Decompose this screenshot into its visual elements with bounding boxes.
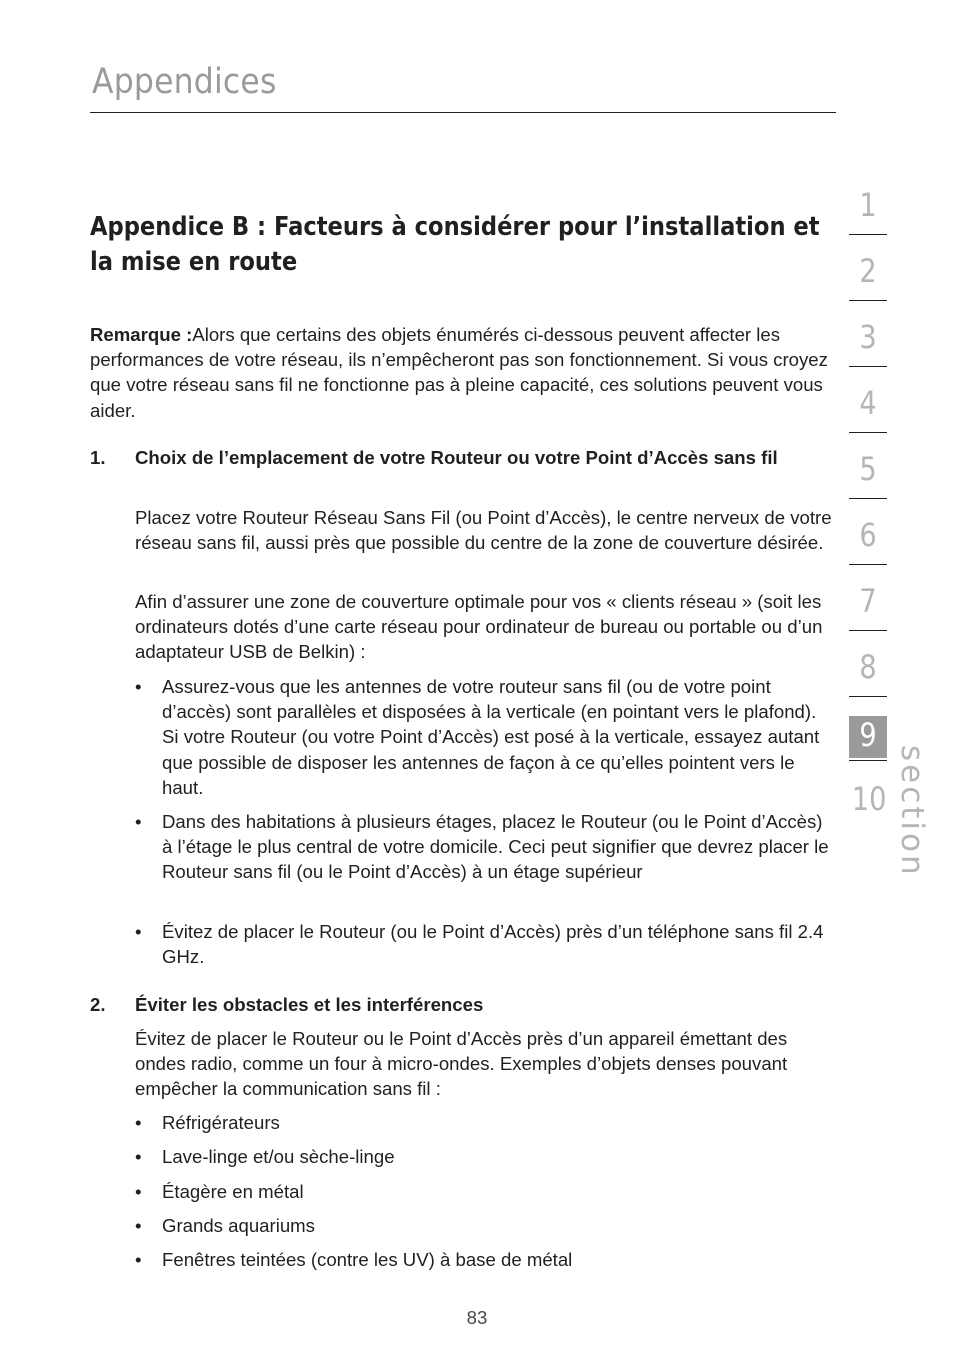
section-tab-7[interactable] <box>849 582 887 648</box>
tab-divider <box>849 498 887 499</box>
tab-divider <box>849 300 887 301</box>
section-tab-number: 1 <box>859 186 877 224</box>
tab-divider <box>849 432 887 433</box>
tab-divider <box>849 696 887 697</box>
bullet-glyph: • <box>135 811 142 832</box>
note-text: Alors que certains des objets énumérés ci-dessous peuvent affecter les performances de votre réseau, ils n’empêcheront pas son fonctionnement. Si vous croyez que votre réseau sans fil ne fonctionne pas à pleine capacité, ces solutions peuvent vous aider. <box>90 324 828 421</box>
bullet-text: Lave-linge et/ou sèche-linge <box>162 1146 395 1167</box>
bullet-glyph: • <box>135 921 142 942</box>
section-tab-2[interactable] <box>849 252 887 318</box>
bullet-glyph: • <box>135 1146 142 1167</box>
item-number: 1. <box>90 447 106 468</box>
tab-divider <box>849 234 887 235</box>
section-tab-number: 3 <box>859 318 877 356</box>
tab-divider <box>849 630 887 631</box>
bullet-text: Assurez-vous que les antennes de votre routeur sans fil (ou de votre point d’accès) sont parallèles et disposées à la verticale (en pointant vers le plafond). Si votre Routeur (ou votre Point d’Accès) est posé à la verticale, essayez autant que possible de disposer les antennes de façon à ce qu’elles pointent vers le haut. <box>162 676 820 798</box>
paragraph: Évitez de placer le Routeur ou le Point d’Accès près d’un appareil émettant des ondes radio, comme un four à micro-ondes. Exemples d’objets denses pouvant empêcher la communication sans fil : <box>135 1028 788 1100</box>
bullet-text: Dans des habitations à plusieurs étages, placez le Routeur (ou le Point d’Accès) à l’étage le plus central de votre domicile. Ceci peut signifier que devrez placer le Routeur sans fil (ou le Point d’Accès) à un étage supérieur <box>162 811 829 883</box>
section-tab-number: 4 <box>859 384 877 422</box>
bullet-glyph: • <box>135 1215 142 1236</box>
section-tab-number: 6 <box>859 516 877 554</box>
item-heading: Choix de l’emplacement de votre Routeur ou votre Point d’Accès sans fil <box>135 447 778 468</box>
section-tab-number: 5 <box>859 450 877 488</box>
bullet-text: Évitez de placer le Routeur (ou le Point d’Accès) près d’un téléphone sans fil 2.4 GHz. <box>162 921 824 968</box>
header-rule <box>90 112 836 113</box>
section-label: section <box>894 745 930 878</box>
tab-divider <box>849 366 887 367</box>
section-tab-5[interactable] <box>849 450 887 516</box>
section-tab-4[interactable] <box>849 384 887 450</box>
section-tab-8[interactable] <box>849 648 887 714</box>
bullet-text: Grands aquariums <box>162 1215 315 1236</box>
bullet-glyph: • <box>135 1249 142 1270</box>
item-heading: Éviter les obstacles et les interférences <box>135 994 484 1015</box>
item-number: 2. <box>90 994 106 1015</box>
appendix-title <box>90 210 820 280</box>
section-tab-1[interactable] <box>849 186 887 252</box>
page-number: 83 <box>466 1307 488 1328</box>
section-tab-number: 7 <box>859 582 877 620</box>
bullet-text: Étagère en métal <box>162 1181 304 1202</box>
bullet-glyph: • <box>135 1181 142 1202</box>
bullet-glyph: • <box>135 676 142 697</box>
running-header: Appendices <box>92 62 277 102</box>
section-tab-number: 2 <box>859 252 877 290</box>
section-tab-number: 8 <box>859 648 877 686</box>
section-tab-3[interactable] <box>849 318 887 384</box>
tab-divider <box>849 564 887 565</box>
bullet-text: Réfrigérateurs <box>162 1112 280 1133</box>
appendix-title-text: Appendice B : Facteurs à considérer pour l’installation et la mise en route <box>90 212 820 277</box>
bullet-glyph: • <box>135 1112 142 1133</box>
bullet-text: Fenêtres teintées (contre les UV) à base de métal <box>162 1249 573 1270</box>
note-paragraph <box>90 322 830 423</box>
section-tab-number: 10 <box>851 780 887 818</box>
section-tab-6[interactable] <box>849 516 887 582</box>
section-tab-10[interactable] <box>849 780 887 846</box>
section-tab-9-active[interactable] <box>849 716 887 782</box>
tab-divider <box>849 760 887 761</box>
section-tab-number: 9 <box>859 716 877 754</box>
paragraph: Afin d’assurer une zone de couverture optimale pour vos « clients réseau » (soit les ordinateurs dotés d’une carte réseau pour ordinateur de bureau ou portable ou d’un adaptateur USB de Belkin) : <box>135 591 823 663</box>
note-label: Remarque : <box>90 324 193 345</box>
paragraph: Placez votre Routeur Réseau Sans Fil (ou Point d’Accès), le centre nerveux de votre réseau sans fil, aussi près que possible du centre de la zone de couverture désirée. <box>135 507 832 554</box>
